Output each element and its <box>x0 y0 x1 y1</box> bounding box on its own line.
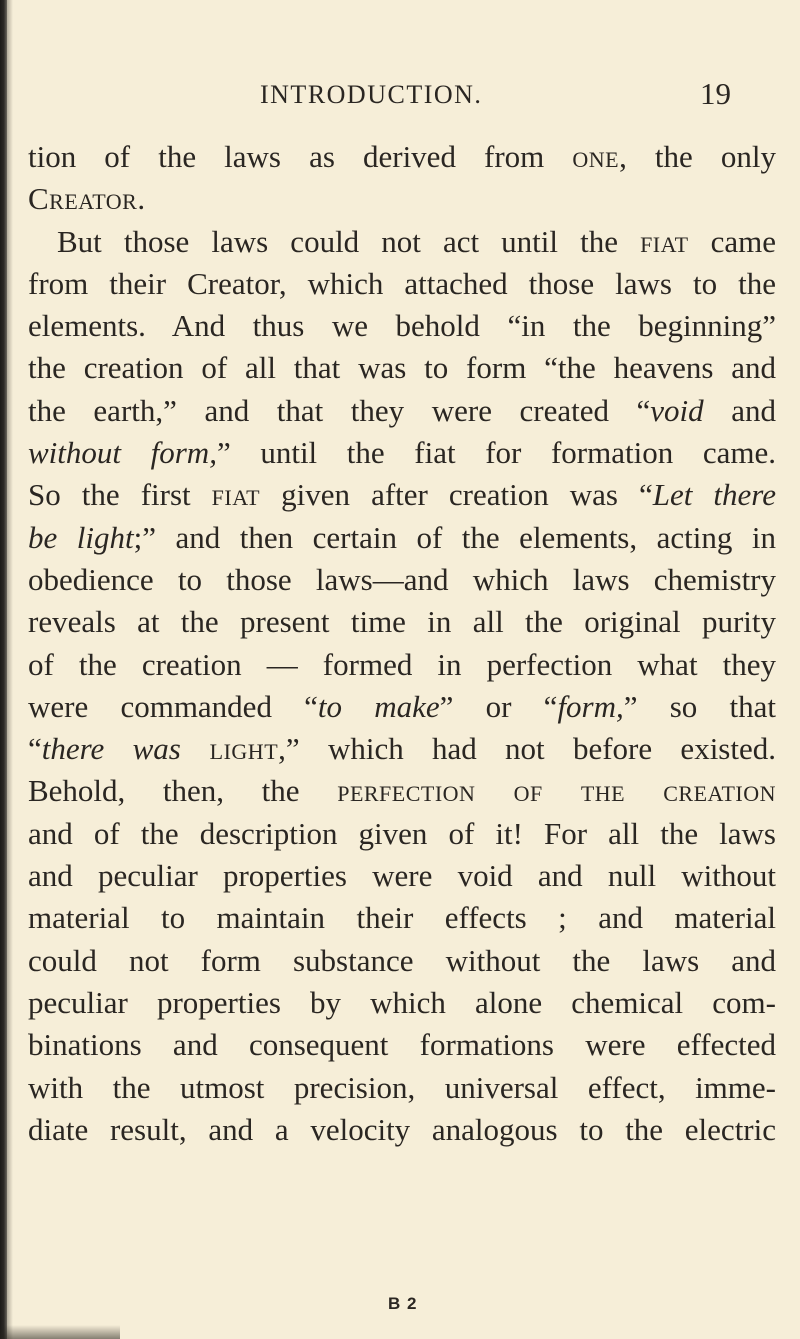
text-line-1 <box>28 136 776 178</box>
text-line-8 <box>28 432 776 474</box>
text-run: peculiar properties by which alone chemical com- <box>28 984 776 1020</box>
text-run: the earth,” and that they were created “ <box>28 392 651 428</box>
text-line-5 <box>28 305 776 347</box>
text-run: could not form substance without the laws and <box>28 942 776 978</box>
text-run: of the creation — formed in perfection what they <box>28 646 776 682</box>
text-run: material to maintain their effects ; and material <box>28 900 776 936</box>
text-run: from their Creator, which attached those laws to the <box>28 265 776 301</box>
text-run: ” so that <box>623 688 776 724</box>
small-caps-run: fiat <box>640 223 689 259</box>
running-head: INTRODUCTION. <box>260 80 483 109</box>
italic-run: be light <box>28 519 134 555</box>
text-run: ;” and then certain of the elements, acting in <box>133 519 776 555</box>
body-text <box>28 136 776 1151</box>
text-line-21 <box>28 982 776 1024</box>
page-binding-edge <box>0 0 7 1339</box>
italic-run: without form, <box>28 435 217 471</box>
text-line-19 <box>28 897 776 939</box>
small-caps-run: one <box>572 139 620 174</box>
page-bottom-shadow <box>0 1325 120 1339</box>
italic-run: void <box>650 392 704 428</box>
text-run: with the utmost precision, universal effect, imme- <box>28 1069 776 1105</box>
text-run: reveals at the present time in all the original purity <box>28 604 776 640</box>
text-line-12 <box>28 601 776 643</box>
text-line-22 <box>28 1024 776 1066</box>
italic-run: form, <box>557 688 624 724</box>
text-line-23 <box>28 1067 776 1109</box>
text-run: diate result, and a velocity analogous to the electric <box>28 1111 776 1147</box>
text-line-14 <box>28 686 776 728</box>
small-caps-run: perfection of the creation <box>337 773 776 809</box>
text-run: obedience to those laws—and which laws chemistry <box>28 561 776 597</box>
text-line-3 <box>28 221 776 263</box>
text-line-13 <box>28 644 776 686</box>
text-run: elements. And thus we behold “in the beginning” <box>28 308 776 344</box>
text-run: and peculiar properties were void and null without <box>28 858 776 894</box>
text-run: ” or “ <box>439 688 558 724</box>
text-line-17 <box>28 813 776 855</box>
text-run: given after creation was “ <box>260 477 653 513</box>
text-run: ,” which had not before existed. <box>278 731 776 767</box>
text-run: tion of the laws as derived from <box>28 139 573 174</box>
text-line-2 <box>28 178 776 220</box>
text-run: binations and consequent formations were effected <box>28 1027 776 1063</box>
text-line-20 <box>28 940 776 982</box>
text-run: the creation of all that was to form “the heavens and <box>28 350 776 386</box>
text-line-9 <box>28 474 776 516</box>
small-caps-run: light <box>180 731 279 767</box>
text-line-18 <box>28 855 776 897</box>
text-run: “ <box>28 731 42 767</box>
text-line-15 <box>28 728 776 770</box>
text-line-6 <box>28 347 776 389</box>
text-line-11 <box>28 559 776 601</box>
small-caps-run: fiat <box>211 477 261 513</box>
text-run: ” until the fiat for formation came. <box>216 435 776 471</box>
text-line-10 <box>28 517 776 559</box>
italic-run: there was <box>41 731 181 767</box>
page-header <box>0 76 800 120</box>
text-line-16 <box>28 770 776 812</box>
small-caps-run: Creator <box>28 181 138 217</box>
italic-run: Let there <box>652 477 776 513</box>
text-run: So the first <box>28 477 212 513</box>
page-binding-shadow <box>7 0 13 1339</box>
text-run: But those laws could not act until the <box>57 223 641 259</box>
text-line-24 <box>28 1109 776 1151</box>
text-run: and of the description given of it! For all the laws <box>28 815 776 851</box>
signature-mark: B 2 <box>388 1294 418 1313</box>
text-run: . <box>137 181 146 217</box>
text-run: came <box>688 223 776 259</box>
text-run: Behold, then, the <box>28 773 338 809</box>
text-line-4 <box>28 263 776 305</box>
italic-run: to make <box>317 688 440 724</box>
text-run: were commanded “ <box>28 688 318 724</box>
text-run: , the only <box>619 139 776 174</box>
text-line-7 <box>28 390 776 432</box>
text-run: and <box>703 392 776 428</box>
page-number: 19 <box>700 76 731 111</box>
